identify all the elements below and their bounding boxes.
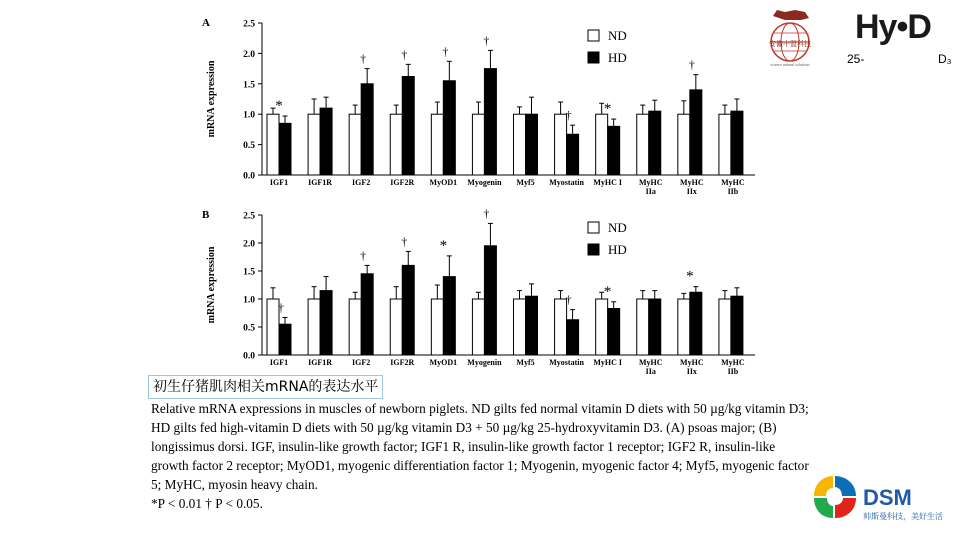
bar-hd	[731, 296, 743, 355]
x-tick-label: MyOD1	[429, 178, 458, 187]
dsm-brand: DSM	[863, 485, 912, 510]
significance-note: *P < 0.01 † P < 0.05.	[151, 496, 263, 511]
y-tick-label: 2.5	[243, 19, 255, 30]
x-tick-label: MyHC I	[593, 178, 623, 187]
y-tick-label: 2.0	[243, 49, 255, 60]
x-tick-label: IIb	[727, 367, 739, 376]
y-axis-label: mRNA expression	[206, 246, 217, 324]
x-tick-label: MyOD1	[429, 358, 458, 367]
bar-nd	[390, 114, 402, 175]
note-d3: D₃	[938, 52, 952, 66]
pig-silhouette-icon	[773, 10, 809, 20]
significance-marker: *	[603, 101, 612, 118]
x-tick-label: MyHC	[638, 358, 663, 367]
x-tick-label: IGF2R	[390, 358, 415, 367]
x-tick-label: IIb	[727, 187, 739, 196]
significance-marker: †	[565, 108, 572, 123]
x-tick-label: MyHC	[680, 178, 704, 187]
bar-hd	[361, 274, 373, 355]
bar-nd	[637, 299, 649, 355]
x-tick-label: MyHC I	[593, 358, 623, 367]
x-tick-label: IIx	[686, 367, 697, 376]
significance-marker: †	[360, 51, 367, 66]
y-tick-label: 1.0	[243, 110, 255, 121]
x-tick-label: IGF1	[269, 178, 289, 187]
x-tick-label: MyHC	[721, 178, 745, 187]
x-tick-label: IGF2R	[390, 178, 415, 187]
significance-marker: †	[401, 234, 408, 249]
significance-marker: †	[688, 57, 695, 72]
bar-hd	[526, 114, 538, 175]
bar-hd	[402, 77, 414, 175]
x-tick-label: IIa	[645, 187, 656, 196]
x-tick-label: Myostatin	[549, 178, 584, 187]
legend-label-hd: HD	[608, 242, 627, 257]
y-tick-label: 2.5	[243, 211, 255, 222]
y-tick-label: 2.0	[243, 239, 255, 250]
y-tick-label: 0.0	[243, 351, 255, 362]
y-tick-label: 0.0	[243, 171, 255, 182]
panel-letter: A	[202, 17, 210, 29]
bar-hd	[608, 309, 620, 355]
bar-hd	[484, 246, 496, 355]
bar-nd	[431, 299, 443, 355]
significance-marker: *	[603, 283, 612, 300]
significance-marker: *	[439, 237, 448, 254]
legend-swatch-nd	[588, 30, 599, 41]
x-tick-label: Myogenin	[467, 358, 502, 367]
legend-swatch-hd	[588, 244, 599, 255]
bar-nd	[308, 114, 320, 175]
significance-marker: †	[360, 248, 367, 263]
bar-nd	[308, 299, 320, 355]
significance-marker: †	[565, 292, 572, 307]
bar-nd	[349, 114, 361, 175]
bar-nd	[472, 114, 484, 175]
bar-nd	[514, 299, 526, 355]
legend-label-nd: ND	[608, 28, 627, 43]
x-tick-label: IGF1R	[308, 178, 333, 187]
y-tick-label: 0.5	[243, 323, 255, 334]
x-tick-label: Myf5	[516, 358, 535, 367]
x-tick-label: IGF1	[269, 358, 289, 367]
legend-swatch-hd	[588, 52, 599, 63]
bar-nd	[472, 299, 484, 355]
bar-nd	[719, 114, 731, 175]
y-tick-label: 1.5	[243, 80, 255, 91]
significance-marker: †	[278, 300, 284, 315]
hyd-logo	[855, 8, 931, 47]
significance-marker: †	[442, 44, 449, 59]
x-tick-label: Myogenin	[467, 178, 502, 187]
bar-hd	[608, 126, 620, 175]
figure-caption	[151, 399, 811, 513]
x-tick-label: IIa	[645, 367, 656, 376]
x-tick-label: Myf5	[516, 178, 535, 187]
note-25: 25-	[847, 52, 865, 66]
bar-hd	[567, 134, 579, 175]
significance-marker: †	[483, 33, 490, 48]
bar-nd	[555, 299, 567, 355]
x-tick-label: IGF2	[352, 178, 371, 187]
x-tick-label: IGF1R	[308, 358, 333, 367]
bar-hd	[402, 265, 414, 355]
bar-hd	[649, 111, 661, 175]
bar-hd	[320, 108, 332, 175]
bar-nd	[349, 299, 361, 355]
bar-hd	[361, 84, 373, 175]
chart-panel-a	[190, 8, 770, 200]
panel-letter: B	[202, 209, 210, 221]
legend-swatch-nd	[588, 222, 599, 233]
legend-label-hd: HD	[608, 50, 627, 65]
bar-nd	[431, 114, 443, 175]
bar-hd	[731, 111, 743, 175]
dsm-tagline: 帅斯曼科技，美好生活	[863, 512, 943, 521]
x-tick-label: IIx	[686, 187, 697, 196]
bar-nd	[390, 299, 402, 355]
hyd-logo-text: Hy•D	[855, 8, 931, 46]
bar-nd	[596, 299, 608, 355]
bar-hd	[567, 320, 579, 355]
x-tick-label: MyHC	[638, 178, 663, 187]
bar-hd	[443, 277, 455, 355]
bar-hd	[443, 81, 455, 175]
bar-hd	[279, 123, 291, 175]
dsm-logo-icon	[810, 472, 860, 527]
bar-hd	[320, 291, 332, 355]
bar-nd	[267, 114, 279, 175]
bar-hd	[484, 69, 496, 175]
bar-nd	[678, 114, 690, 175]
bar-nd	[555, 114, 567, 175]
bar-nd	[514, 114, 526, 175]
y-axis-label: mRNA expression	[206, 60, 217, 138]
bar-hd	[649, 299, 661, 355]
x-tick-label: Myostatin	[549, 358, 584, 367]
bar-nd	[596, 114, 608, 175]
x-tick-label: IGF2	[352, 358, 371, 367]
bar-nd	[719, 299, 731, 355]
x-tick-label: MyHC	[721, 358, 745, 367]
bar-hd	[279, 324, 291, 355]
significance-marker: *	[275, 98, 283, 115]
chart-panel-b	[190, 200, 770, 382]
figure-title: 初生仔猪肌肉相关mRNA的表达水平	[148, 375, 383, 399]
bar-nd	[678, 299, 690, 355]
bar-nd	[637, 114, 649, 175]
bar-hd	[690, 292, 702, 355]
significance-marker: †	[401, 47, 408, 62]
bar-hd	[690, 90, 702, 175]
globe-logo-tagline: science animal solutions	[770, 62, 810, 67]
significance-marker: †	[483, 206, 490, 221]
x-tick-label: MyHC	[680, 358, 704, 367]
significance-marker: *	[686, 268, 694, 285]
legend-label-nd: ND	[608, 220, 627, 235]
bar-hd	[526, 296, 538, 355]
caption-text: Relative mRNA expressions in muscles of newborn piglets. ND gilts fed normal vitamin D diets with 50 µg/kg vitamin D3; HD gilts fed high-vitamin D diets with 50 µg/kg vitamin D3 + 50 µg/kg 25-hydroxyvitamin D3. (A) psoas major; (B) longissimus dorsi. IGF, insulin-like growth factor; IGF1 R, insulin-like growth factor 1 receptor; IGF2 R, insulin-like growth factor 2 receptor; MyOD1, myogenic differentiation factor 1; Myogenin, myogenic factor 4; Myf5, myogenic factor 5; MyHC, myosin heavy chain.	[151, 401, 809, 492]
y-tick-label: 1.0	[243, 295, 255, 306]
globe-logo-text: 安徽中盟科技	[769, 40, 811, 48]
y-tick-label: 1.5	[243, 267, 255, 278]
y-tick-label: 0.5	[243, 141, 255, 152]
